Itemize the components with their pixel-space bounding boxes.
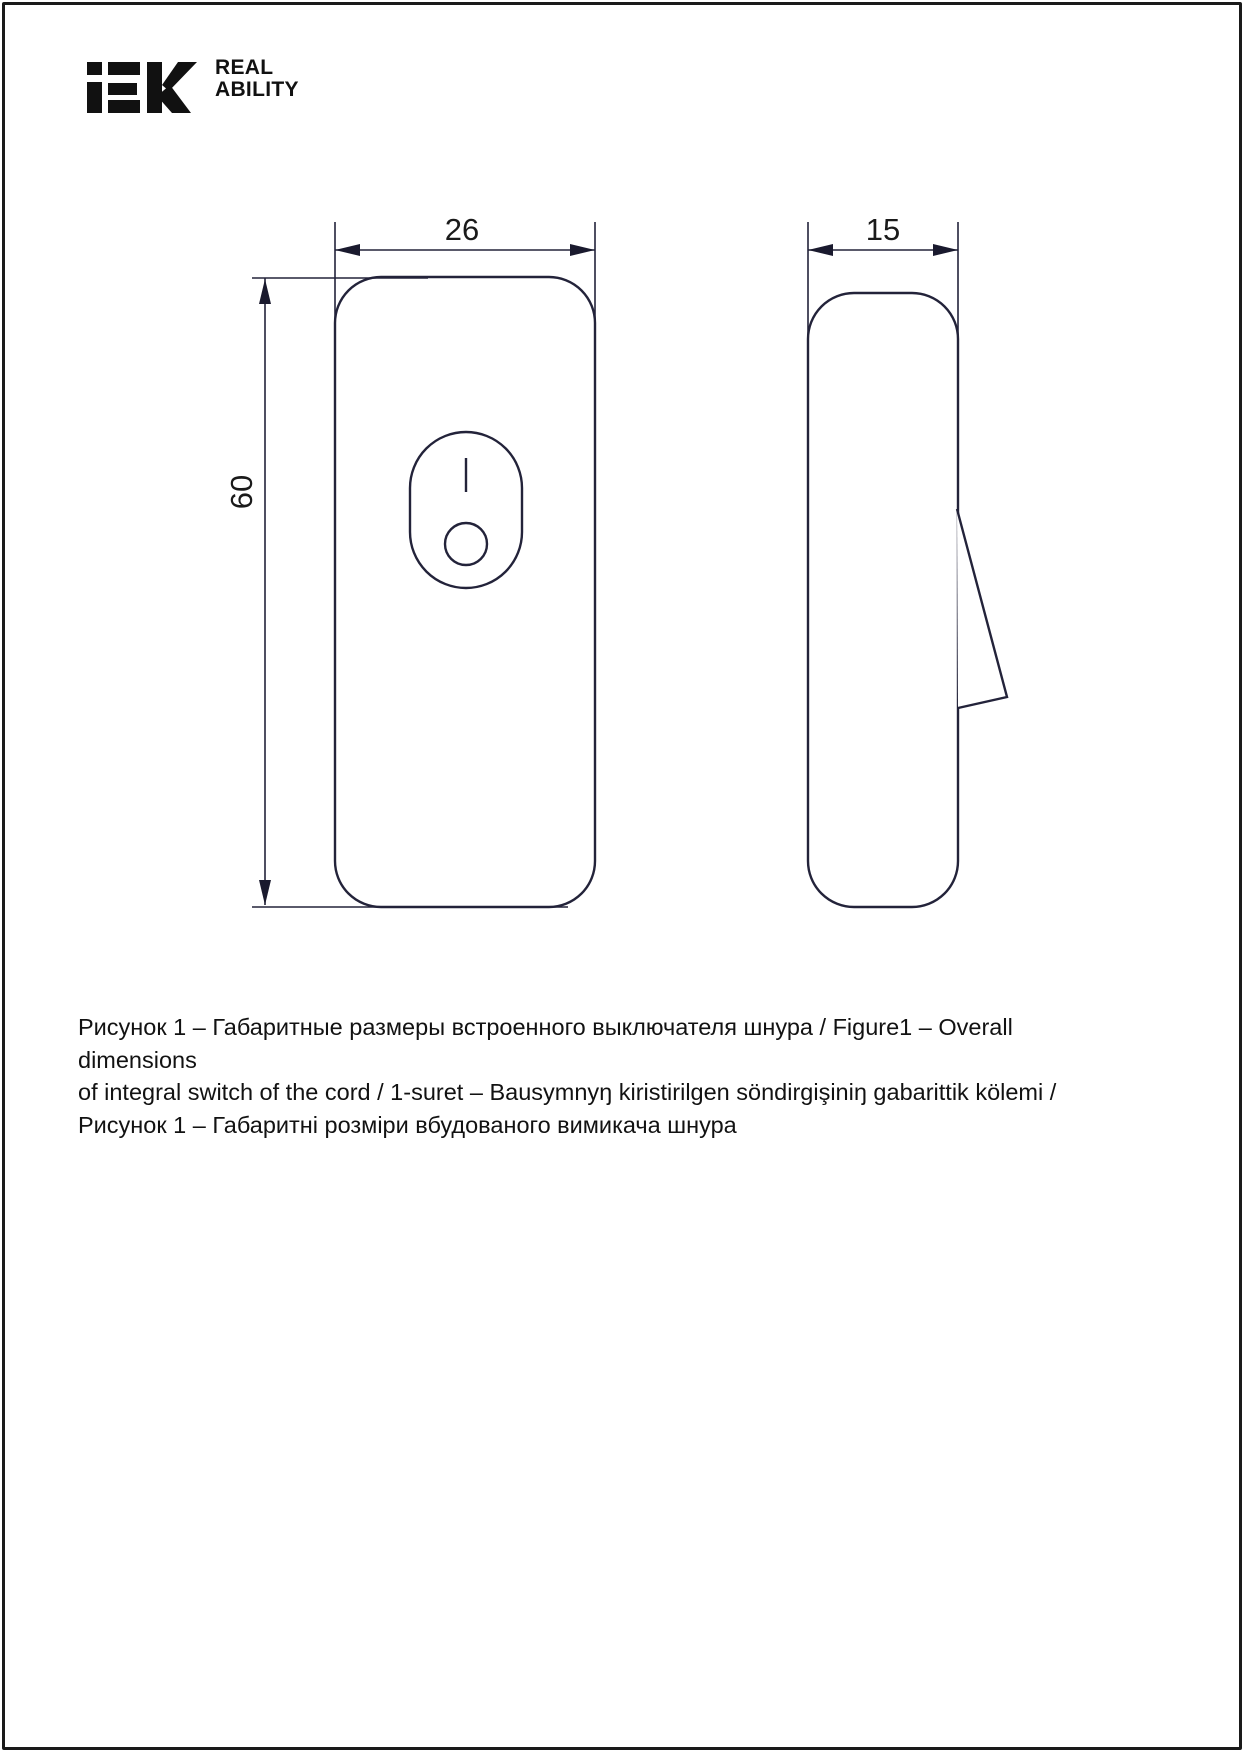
logo-tagline-line2: ABILITY [215, 78, 299, 101]
caption-line-2: of integral switch of the cord / 1-suret – Bausymnyŋ kiristirilgen söndirgişiniŋ gabarittik kölemi / [78, 1079, 1057, 1105]
caption-line-3: Рисунок 1 – Габаритні розміри вбудованого вимикача шнура [78, 1111, 737, 1138]
dimension-label-front-width: 26 [444, 212, 480, 247]
side-view-outline [808, 293, 958, 907]
figure-caption [78, 1011, 1078, 1141]
side-lever [957, 509, 1007, 708]
front-view-outline [335, 277, 595, 907]
dimension-label-side-depth: 15 [865, 212, 901, 247]
dimension-label-front-height: 60 [224, 474, 259, 510]
caption-line-1: Рисунок 1 – Габаритные размеры встроенного выключателя шнура / Figure1 – Overall dimensions [78, 1014, 1013, 1073]
logo-tagline-line1: REAL [215, 56, 274, 79]
